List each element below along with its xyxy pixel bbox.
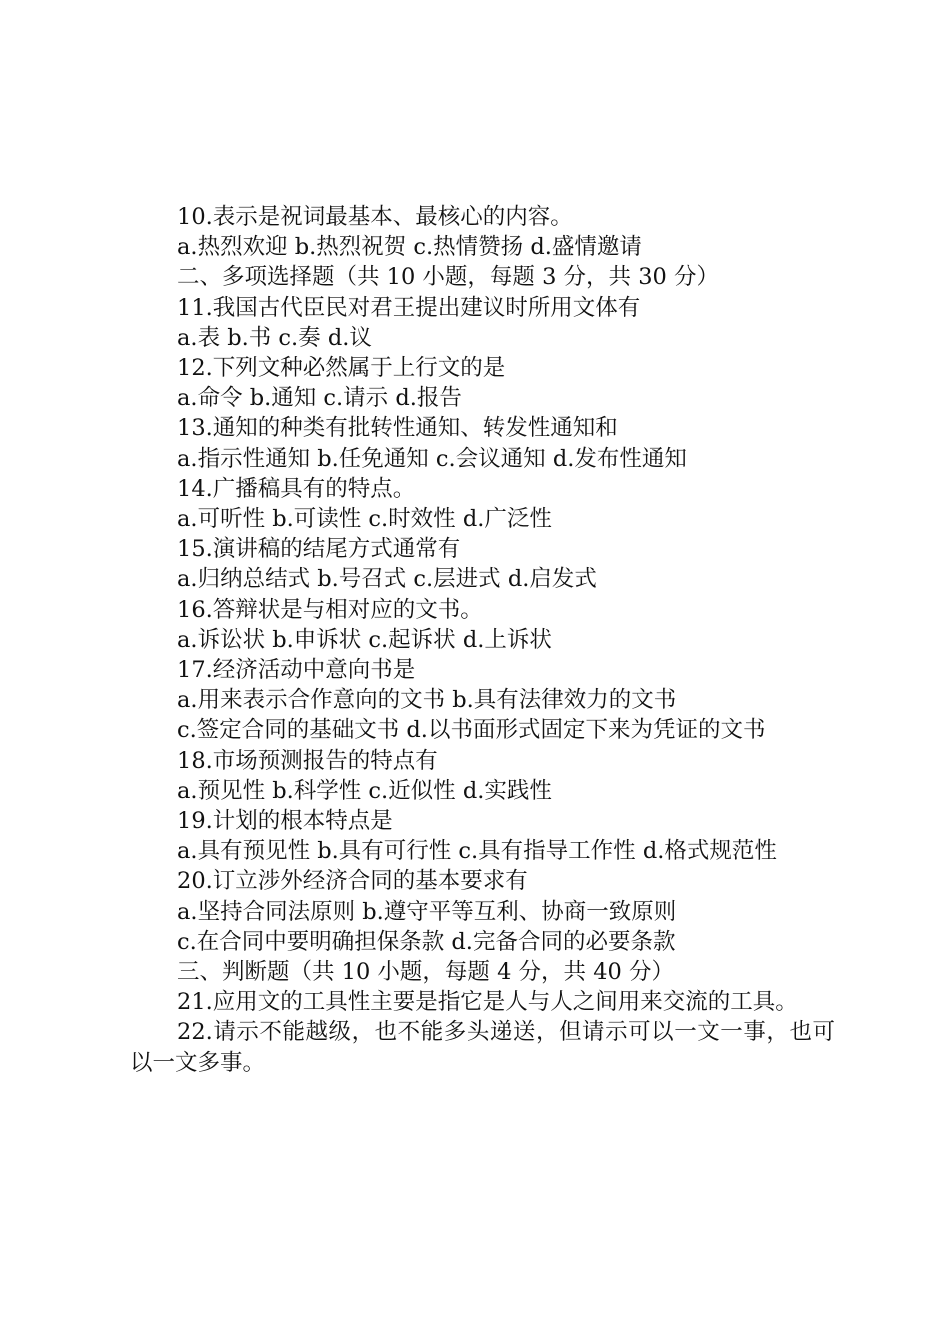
question-19: 19.计划的根本特点是 — [177, 808, 393, 835]
question-14-options: a.可听性 b.可读性 c.时效性 d.广泛性 — [177, 506, 552, 533]
question-22: 22.请示不能越级，也不能多头递送，但请示可以一文一事，也可以一文多事。 — [130, 1019, 835, 1076]
question-20-options-cd: c.在合同中要明确担保条款 d.完备合同的必要条款 — [177, 928, 676, 955]
question-16: 16.答辩状是与相对应的文书。 — [177, 596, 483, 623]
question-10-options: a.热烈欢迎 b.热烈祝贺 c.热情赞扬 d.盛情邀请 — [177, 234, 642, 261]
section-heading-multiple-choice: 二、多项选择题（共 10 小题，每题 3 分，共 30 分） — [177, 264, 719, 291]
question-18-options: a.预见性 b.科学性 c.近似性 d.实践性 — [177, 777, 552, 804]
question-19-options: a.具有预见性 b.具有可行性 c.具有指导工作性 d.格式规范性 — [177, 838, 777, 865]
question-17-options-ab: a.用来表示合作意向的文书 b.具有法律效力的文书 — [177, 687, 677, 714]
question-18: 18.市场预测报告的特点有 — [177, 747, 438, 774]
question-21: 21.应用文的工具性主要是指它是人与人之间用来交流的工具。 — [177, 989, 798, 1016]
question-20: 20.订立涉外经济合同的基本要求有 — [177, 868, 528, 895]
question-15-options: a.归纳总结式 b.号召式 c.层进式 d.启发式 — [177, 566, 597, 593]
question-14: 14.广播稿具有的特点。 — [177, 475, 416, 502]
question-11: 11.我国古代臣民对君王提出建议时所用文体有 — [177, 294, 641, 321]
question-12: 12.下列文种必然属于上行文的是 — [177, 355, 506, 382]
question-10: 10.表示是祝词最基本、最核心的内容。 — [177, 204, 573, 230]
question-13-options: a.指示性通知 b.任免通知 c.会议通知 d.发布性通知 — [177, 445, 687, 472]
question-20-options-ab: a.坚持合同法原则 b.遵守平等互利、协商一致原则 — [177, 898, 677, 925]
question-13: 13.通知的种类有批转性通知、转发性通知和 — [177, 415, 618, 442]
question-16-options: a.诉讼状 b.申诉状 c.起诉状 d.上诉状 — [177, 626, 552, 653]
question-11-options: a.表 b.书 c.奏 d.议 — [177, 324, 372, 351]
question-15: 15.演讲稿的结尾方式通常有 — [177, 536, 461, 563]
question-17: 17.经济活动中意向书是 — [177, 657, 416, 684]
document-body — [130, 202, 835, 1078]
question-12-options: a.命令 b.通知 c.请示 d.报告 — [177, 385, 462, 412]
section-heading-true-false: 三、判断题（共 10 小题，每题 4 分，共 40 分） — [177, 959, 674, 986]
question-17-options-cd: c.签定合同的基础文书 d.以书面形式固定下来为凭证的文书 — [177, 717, 766, 744]
